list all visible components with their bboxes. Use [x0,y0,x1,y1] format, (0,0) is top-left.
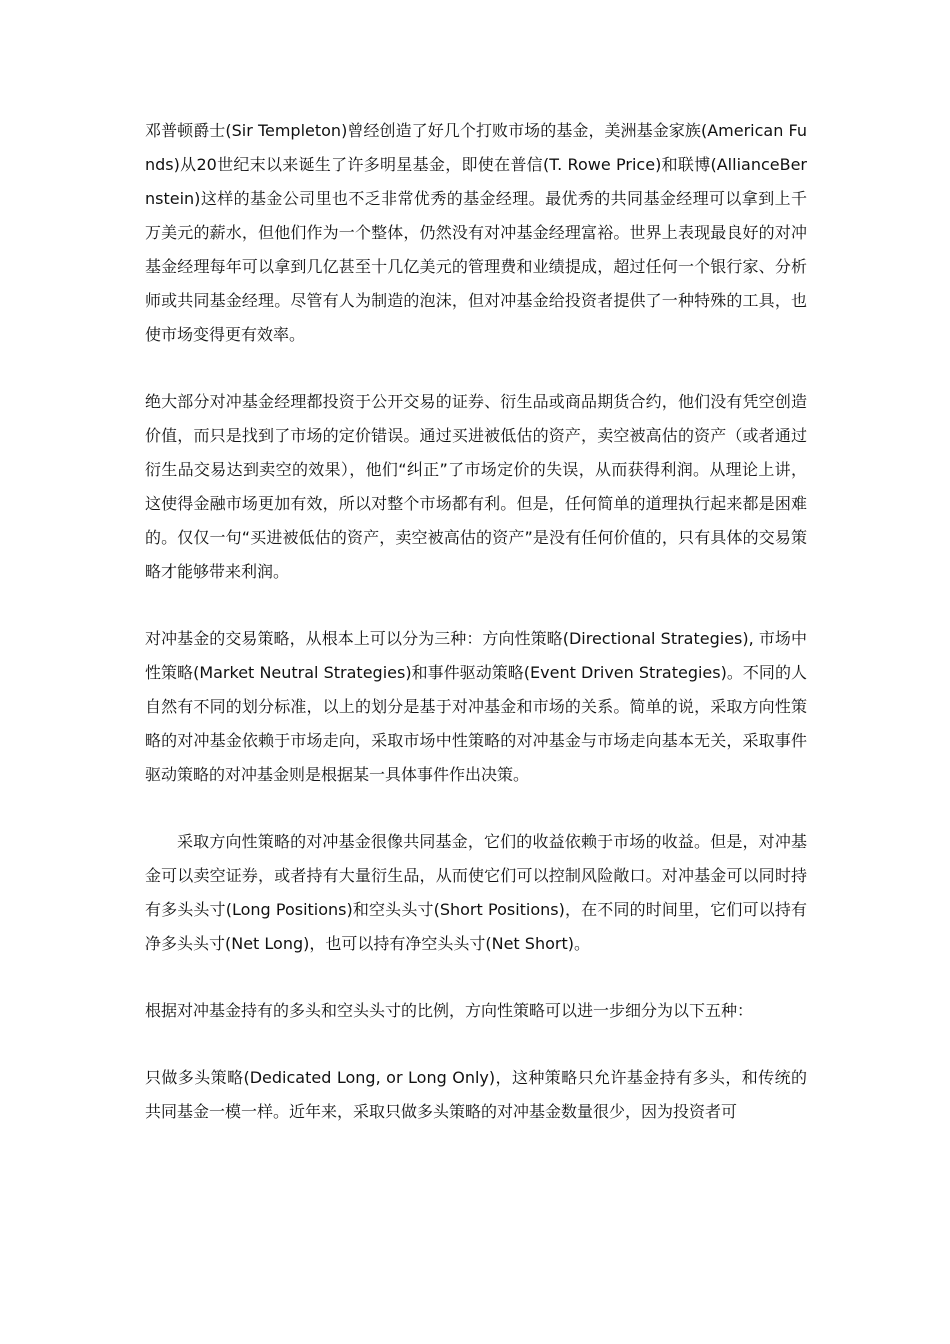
paragraph-gap [145,1028,807,1061]
paragraph-three-strategies: 对冲基金的交易策略，从根本上可以分为三种：方向性策略(Directional Strategies), 市场中性策略(Market Neutral Strategies)和事件驱动策略(Event Driven Strategies)。不同的人自然有不同的划分标准，以上的划分是基于对冲基金和市场的关系。简单的说，采取方向性策略的对冲基金依赖于市场走向，采取市场中性策略的对冲基金与市场走向基本无关，采取事件驱动策略的对冲基金则是根据某一具体事件作出决策。 [145,629,807,784]
paragraph-five-subtypes: 根据对冲基金持有的多头和空头头寸的比例，方向性策略可以进一步细分为以下五种： [145,1001,754,1020]
paragraph-dedicated-long: 只做多头策略(Dedicated Long, or Long Only)，这种策略只允许基金持有多头，和传统的共同基金一模一样。近年来，采取只做多头策略的对冲基金数量很少，因为投资者可 [145,1068,807,1121]
paragraph-directional-strategy: 采取方向性策略的对冲基金很像共同基金，它们的收益依赖于市场的收益。但是，对冲基金可以卖空证券，或者持有大量衍生品，从而使它们可以控制风险敞口。对冲基金可以同时持有多头头寸(Long Positions)和空头头寸(Short Positions)，在不同的时间里，它们可以持有净多头头寸(Net Long)，也可以持有净空头头寸(Net Short)。 [145,832,807,953]
paragraph-gap [145,352,807,385]
paragraph-gap [145,792,807,825]
paragraph-gap [145,589,807,622]
paragraph-gap [145,961,807,994]
document-page [145,114,807,1129]
paragraph-templeton-intro: 邓普顿爵士(Sir Templeton)曾经创造了好几个打败市场的基金，美洲基金家族(American Funds)从20世纪末以来诞生了许多明星基金，即使在普信(T. Rowe Price)和联博(AllianceBernstein)这样的基金公司里也不乏非常优秀的基金经理。最优秀的共同基金经理可以拿到上千万美元的薪水，但他们作为一个整体，仍然没有对冲基金经理富裕。世界上表现最良好的对冲基金经理每年可以拿到几亿甚至十几亿美元的管理费和业绩提成，超过任何一个银行家、分析师或共同基金经理。尽管有人为制造的泡沫，但对冲基金给投资者提供了一种特殊的工具，也使市场变得更有效率。 [145,121,807,344]
paragraph-mispricing: 绝大部分对冲基金经理都投资于公开交易的证券、衍生品或商品期货合约，他们没有凭空创造价值，而只是找到了市场的定价错误。通过买进被低估的资产，卖空被高估的资产（或者通过衍生品交易达到卖空的效果），他们“纠正”了市场定价的失误，从而获得利润。从理论上讲，这使得金融市场更加有效，所以对整个市场都有利。但是，任何简单的道理执行起来都是困难的。仅仅一句“买进被低估的资产，卖空被高估的资产”是没有任何价值的，只有具体的交易策略才能够带来利润。 [145,392,807,581]
